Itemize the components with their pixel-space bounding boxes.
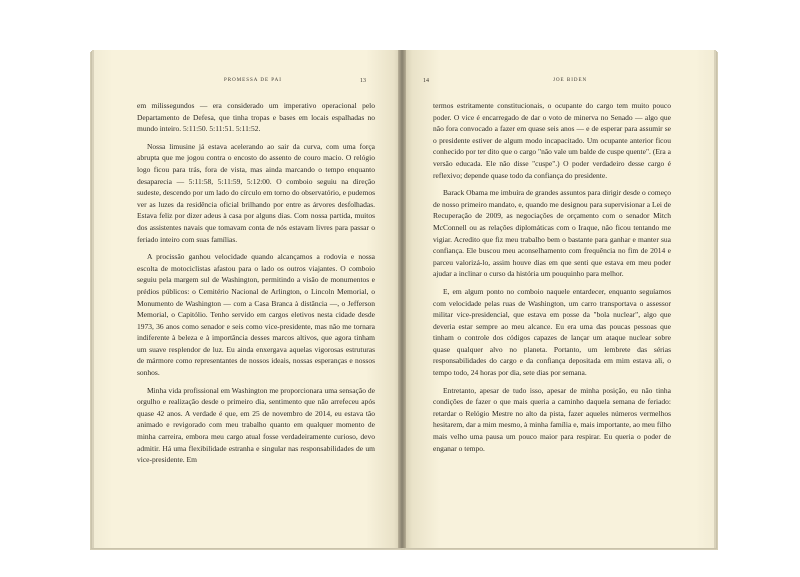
paragraph: Nossa limusine já estava acelerando ao sair da curva, com uma força abrupta que me jogou contra o encosto do assento de couro macio. O relógio logo ficou para trás, fora de vista, mas ainda marcando o tempo enquanto desaparecia — 5:11:58, 5:11:59, 5:12:00. O comboio seguiu na direção sudeste, descendo por um lado do círculo em torno do observatório, e pudemos ver as luzes da residência oficial brilhando por entre as árvores desfolhadas. Estava feliz por dizer adeus à casa por alguns dias. Com nossa partida, muitos dos assistentes navais que tomavam conta de nós estavam livres para passar o feriado inteiro com suas famílias. — [137, 141, 375, 244]
paragraph: Minha vida profissional em Washington me proporcionara uma sensação de orgulho e realização desde o primeiro dia, sentimento que não arrefeceu após quase 42 anos. A verdade é que, em 25 de novembro de 2014, eu estava tão animado e revigorado com meu trabalho quanto em qualquer momento de minha carreira, embora meu cargo atual fosse verdadeiramente curioso, devo admitir. Há uma flexibilidade estranha e singular nas responsabilidades de um vice-presidente. Em — [137, 385, 375, 465]
paragraph: Barack Obama me imbuíra de grandes assuntos para dirigir desde o começo de nosso primeiro mandato, e, quando me designou para supervisionar a Lei de Recuperação de 2009, as negociações de orçamento com o senador Mitch McConnell ou as relações diplomáticas com o Iraque, não ficou tentando me vigiar. Acredito que fiz meu trabalho bem o bastante para ganhar e manter sua confiança. Ele buscou meu aconselhamento com frequência no fim de 2014 e parceu valorizá-lo, assim houve dias em que senti que estava em meu poder ajudar a inclinar o curso da história um pouquinho para melhor. — [433, 188, 671, 279]
right-page — [403, 50, 716, 548]
page-number: 14 — [423, 78, 429, 84]
paragraph: E, em algum ponto no comboio naquele entardecer, enquanto seguíamos com velocidade pelas ruas de Washington, um carro transportava o assessor militar vice-presidencial, que estava em posse da "bola nuclear", algo que deveria estar sempre ao meu alcance. Eu era uma das poucas pessoas que tinham o controle dos códigos capazes de lançar um ataque nuclear sobre quase qualquer alvo no planeta. Portanto, um lembrete das sérias responsabilidades do cargo e da confiança depositada em mim estava ali, o tempo todo, 24 horas por dia, sete dias por semana. — [433, 286, 671, 378]
running-head-title: PROMESSA DE PAI — [224, 78, 282, 83]
paragraph: em milissegundos — era considerado um imperativo operacional pelo Departamento de Defesa, que tinha tropas e bases em locais espalhadas no mundo inteiro. 5:11:50. 5:11:51. 5:11:52. — [137, 101, 375, 134]
body-text — [137, 100, 375, 472]
paragraph: termos estritamente constitucionais, o ocupante do cargo tem muito pouco poder. O vice é encarregado de dar o voto de minerva no Senado — algo que não fora convocado a fazer em quase seis anos — e de esperar para assumir se o presidente estiver de algum modo incapacitado. Um ocupante anterior ficou conhecido por ter dito que o cargo "não vale um balde de cuspe quente". (Era a versão educada. Ele não disse "cuspe".) O poder verdadeiro desse cargo é reflexivo; depende quase todo da confiança do presidente. — [433, 101, 671, 180]
paragraph: Entretanto, apesar de tudo isso, apesar de minha posição, eu não tinha condições de fazer o que mais queria a caminho daquela semana de feriado: retardar o Relógio Mestre no alto da pista, fazer aqueles números vermelhos hesitarem, dar a mim mesmo, à minha família e, mais importante, ao meu filho mais velho uma pausa um pouco maior para respirar. Eu queria o poder de enganar o tempo. — [433, 385, 671, 453]
page-number: 13 — [360, 78, 366, 84]
paragraph: A procissão ganhou velocidade quando alcançamos a rodovia e nossa escolta de motociclistas afastou para o lado os outros viajantes. O comboio seguiu pela margem sul de Washington, permitindo a visão de monumentos e prédios públicos: o Cemitério Nacional de Arlington, o Lincoln Memorial, o Monumento de Washington — com a Casa Branca à distância —, o Jefferson Memorial, o Capitólio. Tenho servido em cargos eletivos nesta cidade desde 1973, 36 anos como senador e seis como vice-presidente, mas não me tornara indiferente à beleza e à importância desses marcos altivos, que agora tinham um suave resplendor de luz. Eu ainda enxergava aquelas vigorosas estruturas de mármore como representantes de nossos ideais, nossas esperanças e nossos sonhos. — [137, 252, 375, 378]
book-gutter — [398, 50, 406, 548]
body-text — [433, 100, 671, 460]
left-page — [92, 50, 403, 548]
open-book — [92, 50, 714, 548]
running-head-title: JOE BIDEN — [553, 78, 588, 83]
